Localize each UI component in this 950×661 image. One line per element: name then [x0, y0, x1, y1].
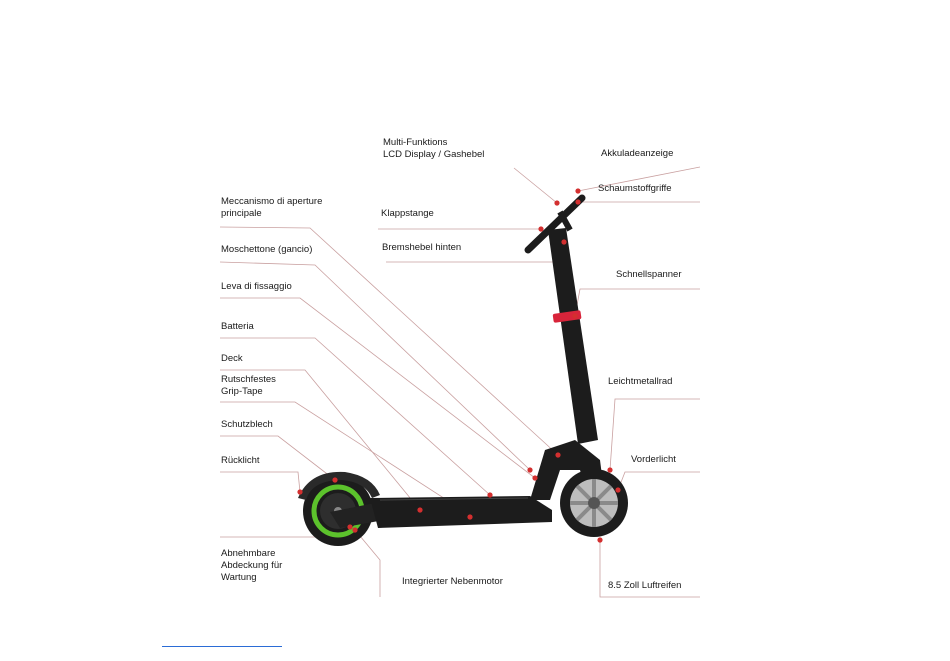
label-meccanismo: Meccanismo di aperture principale	[221, 196, 323, 219]
label-klappstange: Klappstange	[381, 208, 434, 219]
steering-stem	[548, 228, 598, 444]
label-luftreifen: 8.5 Zoll Luftreifen	[608, 580, 682, 591]
label-batteria: Batteria	[221, 321, 254, 332]
label-bremshebel: Bremshebel hinten	[382, 242, 462, 253]
label-leichtmetallrad: Leichtmetallrad	[608, 376, 673, 387]
label-schaumstoffgriffe: Schaumstoffgriffe	[598, 183, 672, 194]
label-abnehmbare: Abnehmbare Abdeckung für Wartung	[221, 548, 283, 583]
deck-body	[370, 496, 552, 528]
label-multi-funktions: Multi-Funktions LCD Display / Gashebel	[383, 137, 485, 160]
front-wheel	[560, 469, 628, 537]
label-ruecklicht: Rücklicht	[221, 455, 260, 466]
link-underline	[162, 646, 282, 647]
label-nebenmotor: Integrierter Nebenmotor	[402, 576, 503, 587]
label-leva: Leva di fissaggio	[221, 281, 292, 292]
label-schnellspanner: Schnellspanner	[616, 269, 682, 280]
label-schutzblech: Schutzblech	[221, 419, 273, 430]
label-rutschfestes: Rutschfestes Grip-Tape	[221, 374, 276, 397]
label-akkuladeanzeige: Akkuladeanzeige	[601, 148, 674, 159]
label-deck: Deck	[221, 353, 243, 364]
label-moschettone: Moschettone (gancio)	[221, 244, 313, 255]
label-vorderlicht: Vorderlicht	[631, 454, 676, 465]
